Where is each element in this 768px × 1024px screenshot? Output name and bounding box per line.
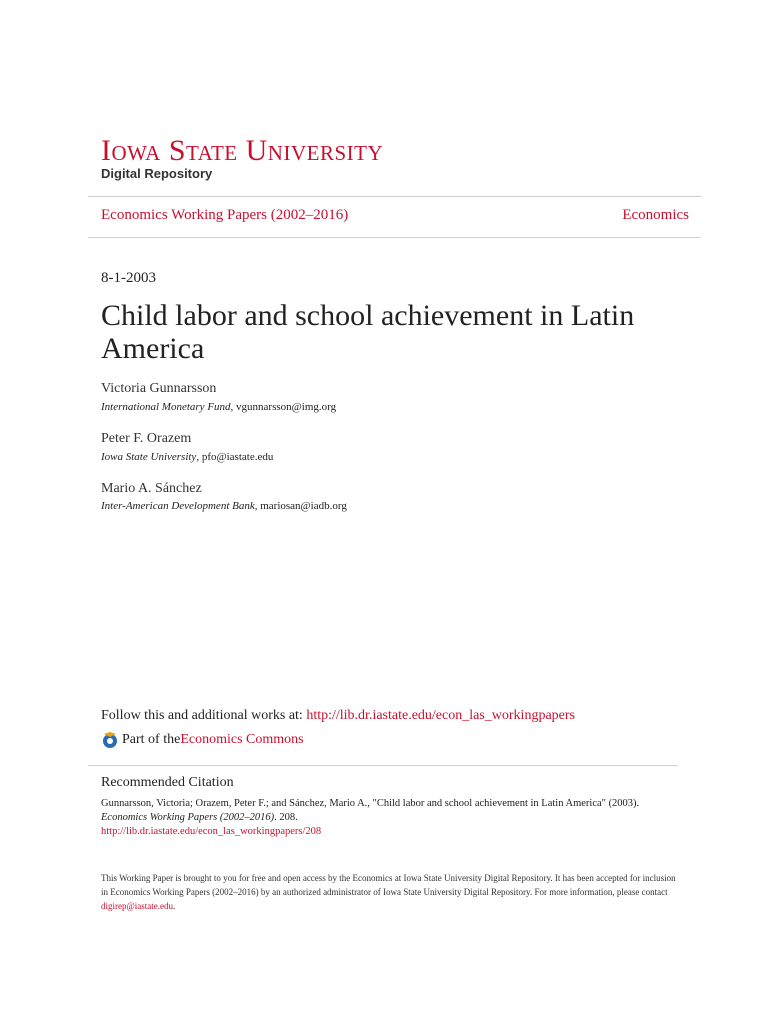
part-of-label: Part of the <box>122 732 181 747</box>
divider <box>88 237 701 238</box>
notice-end: . <box>173 901 176 911</box>
citation-number: . 208. <box>274 812 298 823</box>
notice-text: This Working Paper is brought to you for free and open access by the Economics at Iowa State University Digital Repository. It has been accepted for inclusion in Economics Working Papers (2002–2016) by an authorized administrator of Iowa State University Digital Repository. For more information, please contact <box>101 873 676 897</box>
commons-icon <box>101 731 119 749</box>
affiliation-name: International Monetary Fund <box>101 401 231 413</box>
author-email: , pfo@iastate.edu <box>196 451 274 463</box>
divider <box>88 765 678 766</box>
repository-name: Digital Repository <box>101 166 213 181</box>
collection-url-link[interactable]: http://lib.dr.iastate.edu/econ_las_workingpapers <box>306 708 575 723</box>
citation-block <box>101 797 681 839</box>
series-link[interactable]: Economics Working Papers (2002–2016) <box>101 207 349 223</box>
contact-email-link[interactable]: digirep@iastate.edu <box>101 901 174 911</box>
follow-line <box>101 708 575 724</box>
citation-text: Gunnarsson, Victoria; Orazem, Peter F.; and Sánchez, Mario A., "Child labor and school achievement in Latin America" (2003). <box>101 798 640 809</box>
paper-title: Child labor and school achievement in Latin America <box>101 299 635 365</box>
access-notice <box>101 871 676 913</box>
author-email: , mariosan@iadb.org <box>254 500 347 512</box>
citation-url-link[interactable]: http://lib.dr.iastate.edu/econ_las_workingpapers/208 <box>101 826 322 837</box>
divider <box>88 196 701 197</box>
department-link[interactable]: Economics <box>622 207 689 223</box>
university-logo: Iowa State University <box>101 134 384 167</box>
author-affiliation <box>101 500 347 512</box>
author-email: , vgunnarsson@img.org <box>230 401 337 413</box>
citation-series: Economics Working Papers (2002–2016) <box>101 812 275 823</box>
part-of-line <box>101 731 304 749</box>
economics-commons-link[interactable]: Economics Commons <box>180 732 304 747</box>
author-affiliation <box>101 401 336 413</box>
citation-heading: Recommended Citation <box>101 775 234 790</box>
author-name: Victoria Gunnarsson <box>101 381 217 396</box>
author-name: Peter F. Orazem <box>101 431 192 446</box>
author-name: Mario A. Sánchez <box>101 481 202 496</box>
affiliation-name: Inter-American Development Bank <box>101 500 255 512</box>
author-affiliation <box>101 451 273 463</box>
affiliation-name: Iowa State University <box>101 451 197 463</box>
follow-label: Follow this and additional works at: <box>101 708 307 723</box>
publication-date: 8-1-2003 <box>101 270 156 286</box>
